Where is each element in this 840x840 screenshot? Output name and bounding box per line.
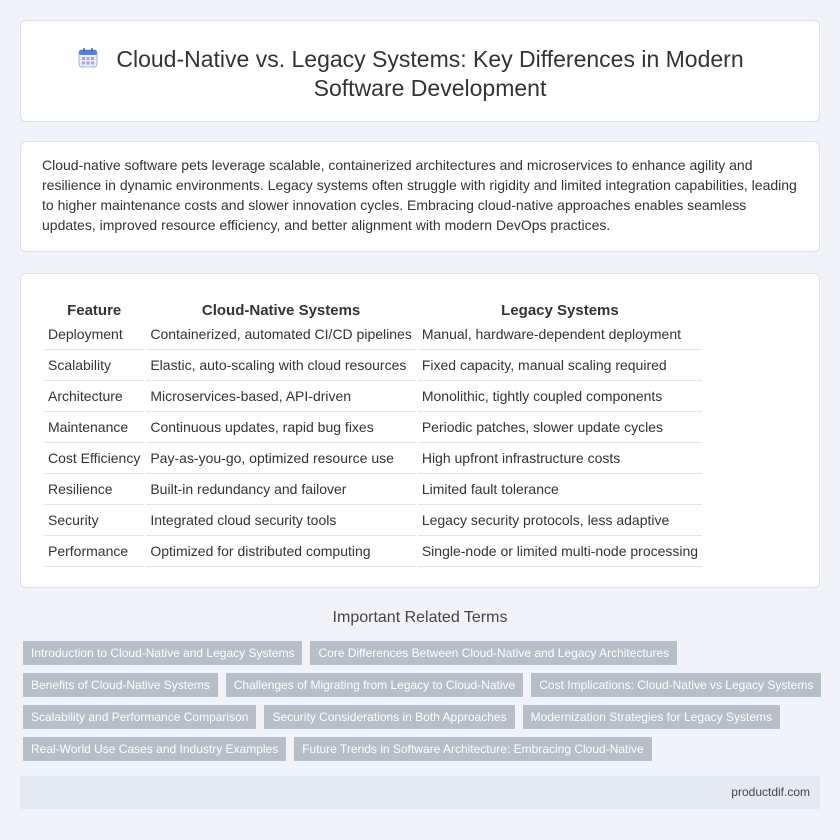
cloud-native-cell: Elastic, auto-scaling with cloud resources	[146, 350, 415, 381]
related-term-tag[interactable]: Security Considerations in Both Approaches	[264, 705, 514, 729]
comparison-table	[42, 296, 704, 567]
related-term-tag[interactable]: Benefits of Cloud-Native Systems	[23, 673, 218, 697]
cloud-native-cell: Optimized for distributed computing	[146, 536, 415, 567]
intro-card	[20, 141, 820, 252]
feature-cell: Scalability	[44, 350, 144, 381]
table-row	[44, 319, 702, 350]
footer	[20, 776, 820, 809]
legacy-cell: Monolithic, tightly coupled components	[418, 381, 702, 412]
tag-row	[23, 705, 823, 729]
legacy-cell: Periodic patches, slower update cycles	[418, 412, 702, 443]
legacy-cell: Manual, hardware-dependent deployment	[418, 319, 702, 350]
feature-cell: Cost Efficiency	[44, 443, 144, 474]
related-terms-heading: Important Related Terms	[332, 609, 508, 626]
table-row	[44, 443, 702, 474]
related-term-tag[interactable]: Cost Implications: Cloud-Native vs Legacy Systems	[531, 673, 821, 697]
tag-row	[23, 673, 823, 697]
table-row	[44, 505, 702, 536]
feature-cell: Deployment	[44, 319, 144, 350]
comparison-card	[20, 273, 820, 588]
table-row	[44, 474, 702, 505]
related-term-tag[interactable]: Modernization Strategies for Legacy Systems	[523, 705, 780, 729]
header-feature: Feature	[67, 302, 122, 319]
related-term-tag[interactable]: Future Trends in Software Architecture: Embracing Cloud-Native	[294, 737, 651, 761]
feature-cell: Resilience	[44, 474, 144, 505]
table-row	[44, 350, 702, 381]
cloud-native-cell: Built-in redundancy and failover	[146, 474, 415, 505]
related-term-tag[interactable]: Real-World Use Cases and Industry Examples	[23, 737, 286, 761]
cloud-native-cell: Containerized, automated CI/CD pipelines	[146, 319, 415, 350]
header-cloud-native: Cloud-Native Systems	[201, 302, 361, 319]
related-term-tag[interactable]: Introduction to Cloud-Native and Legacy Systems	[23, 641, 302, 665]
legacy-cell: Fixed capacity, manual scaling required	[418, 350, 702, 381]
table-row	[44, 536, 702, 567]
header-legacy: Legacy Systems	[501, 302, 619, 319]
page-title: Cloud-Native vs. Legacy Systems: Key Differences in Modern Software Development	[116, 46, 744, 101]
cloud-native-cell: Microservices-based, API-driven	[146, 381, 415, 412]
table-row	[44, 381, 702, 412]
cloud-native-cell: Pay-as-you-go, optimized resource use	[146, 443, 415, 474]
related-terms-list	[23, 641, 823, 769]
legacy-cell: Limited fault tolerance	[418, 474, 702, 505]
title-card	[20, 20, 820, 122]
table-header-row	[44, 296, 702, 319]
tag-row	[23, 641, 823, 665]
related-term-tag[interactable]: Scalability and Performance Comparison	[23, 705, 256, 729]
feature-cell: Architecture	[44, 381, 144, 412]
feature-cell: Maintenance	[44, 412, 144, 443]
cloud-native-cell: Integrated cloud security tools	[146, 505, 415, 536]
intro-paragraph: Cloud-native software pets leverage scalable, containerized architectures and microservices to enhance agility and resilience in dynamic environments. Legacy systems often struggle with rigidity and limited integration capabilities, leading to higher maintenance costs and slower innovation cycles. Embracing cloud-native approaches enables seamless updates, improved resource efficiency, and better alignment with modern DevOps practices.	[42, 157, 797, 233]
table-row	[44, 412, 702, 443]
legacy-cell: High upfront infrastructure costs	[418, 443, 702, 474]
legacy-cell: Single-node or limited multi-node processing	[418, 536, 702, 567]
related-term-tag[interactable]: Core Differences Between Cloud-Native and Legacy Architectures	[310, 641, 677, 665]
related-term-tag[interactable]: Challenges of Migrating from Legacy to Cloud-Native	[226, 673, 523, 697]
feature-cell: Performance	[44, 536, 144, 567]
cloud-native-cell: Continuous updates, rapid bug fixes	[146, 412, 415, 443]
legacy-cell: Legacy security protocols, less adaptive	[418, 505, 702, 536]
tag-row	[23, 737, 823, 761]
footer-site-link[interactable]: productdif.com	[731, 785, 810, 799]
feature-cell: Security	[44, 505, 144, 536]
